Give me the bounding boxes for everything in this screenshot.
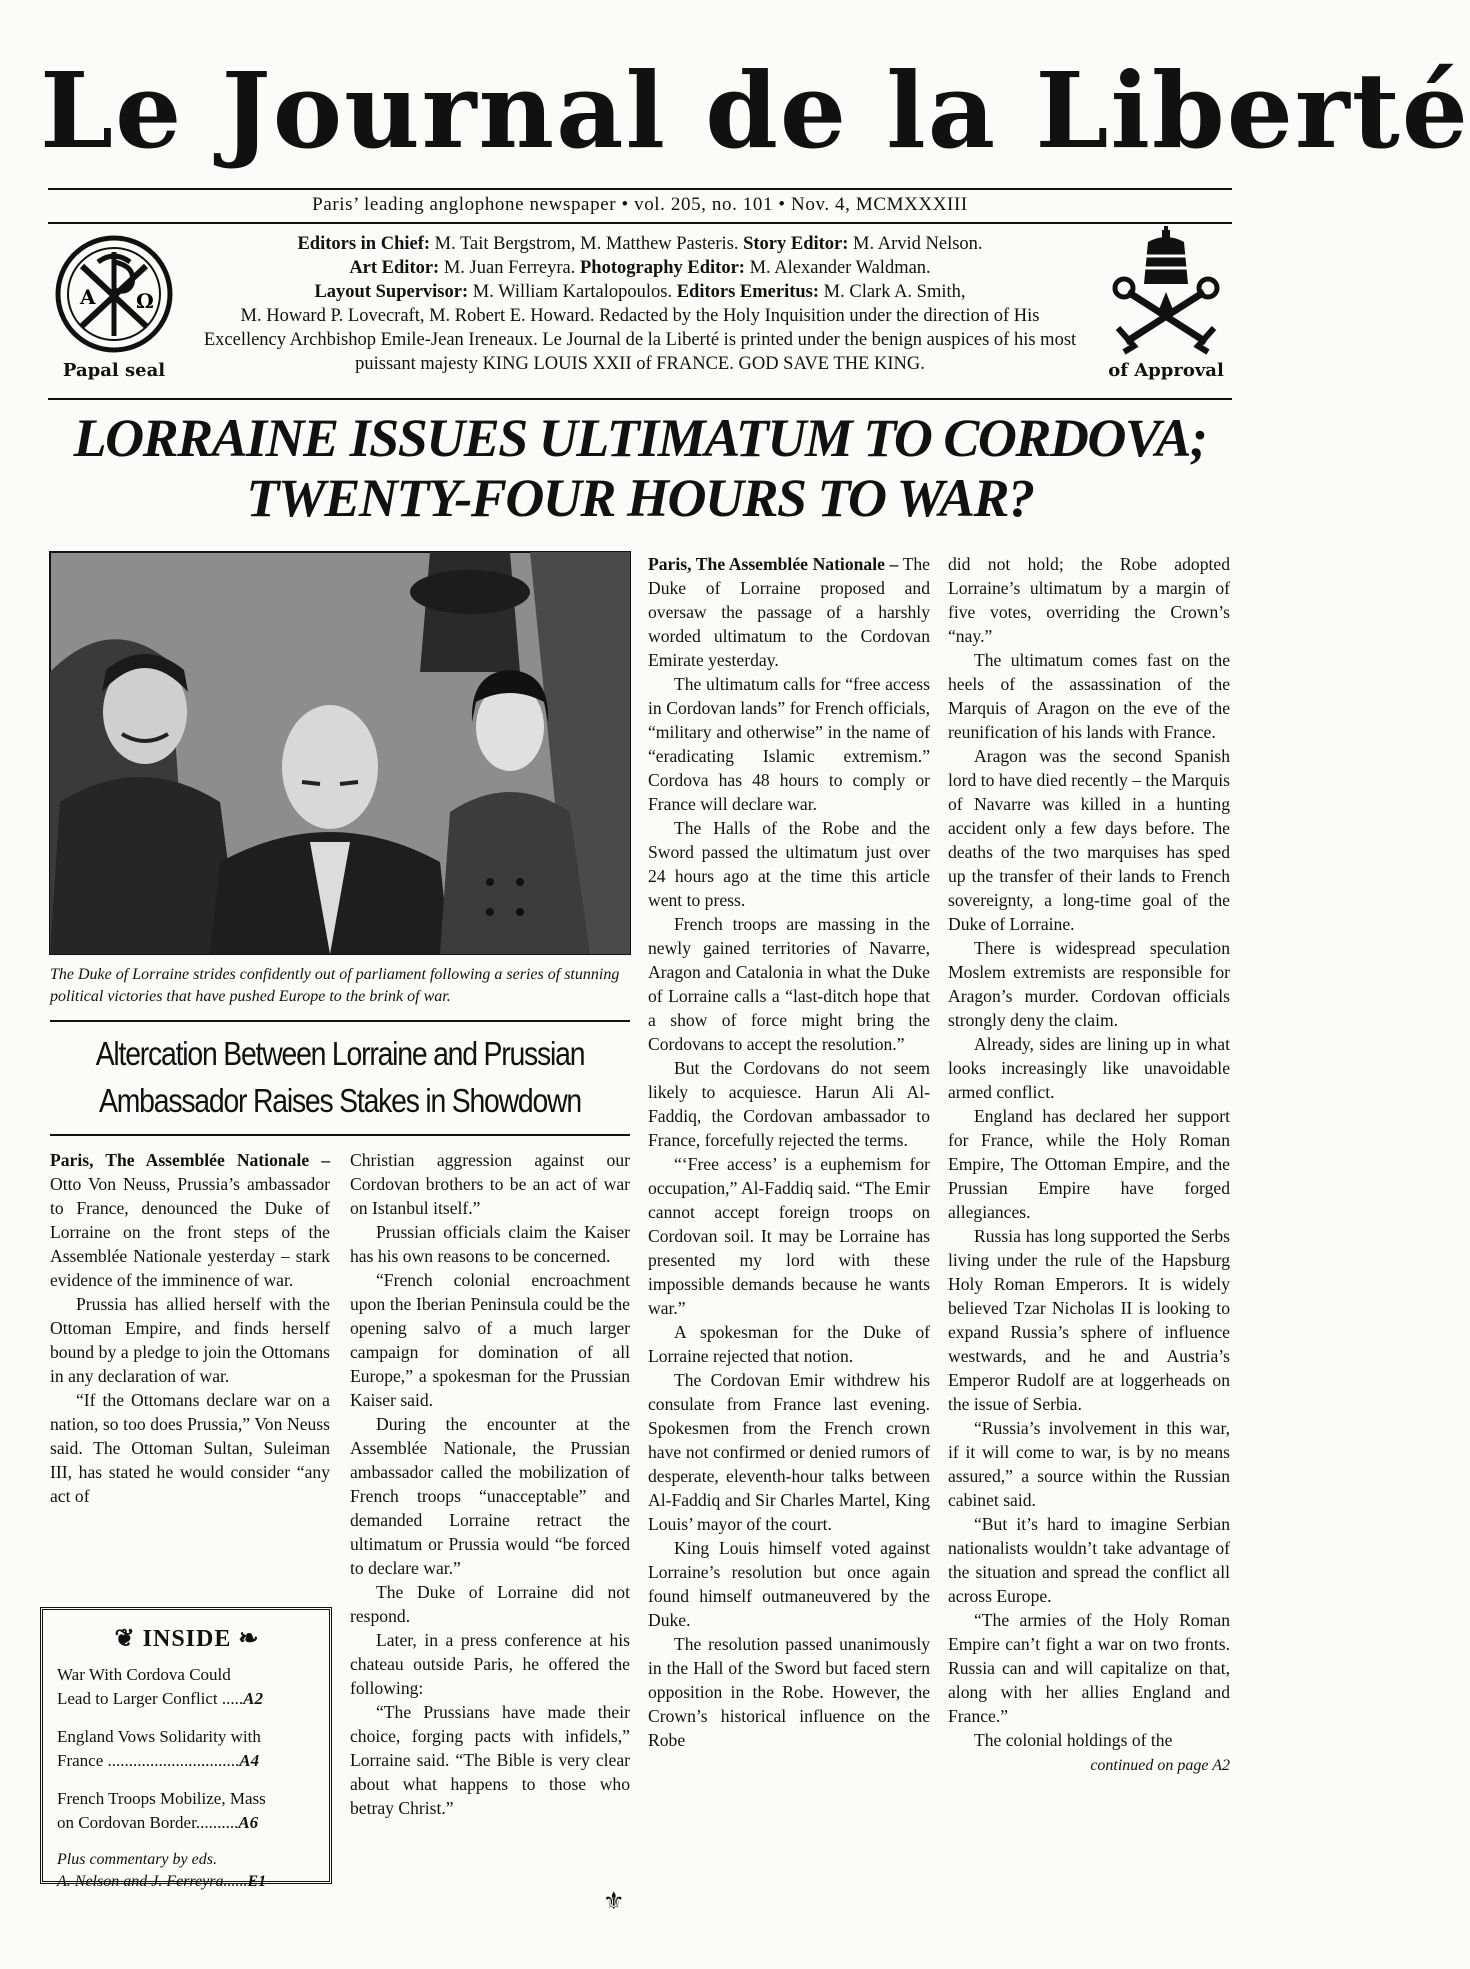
inside-item[interactable] — [57, 1787, 317, 1835]
secondary-headline — [91, 1030, 590, 1124]
editorial-credits — [200, 232, 1080, 376]
lead-photo — [50, 552, 630, 954]
credit-value: M. William Kartalopoulos. — [468, 282, 677, 302]
svg-text:A: A — [80, 285, 96, 309]
credits-rest: M. Howard P. Lovecraft, M. Robert E. Howard. Redacted by the Holy Inquisition under the direction of His Excellency Archbishop Emile-Jean Ireneaux. Le Journal de la Liberté is printed under the benign auspices of his most puissant majesty KING LOUIS XXII of FRANCE. GOD SAVE THE KING. — [203, 306, 1077, 374]
illustration-duke-of-lorraine — [50, 552, 630, 954]
story2-paragraph: “If the Ottomans declare war on a nation, so too does Prussia,” Von Neuss said. The Ottoman Sultan, Suleiman III, has stated he would consider “any act of — [50, 1390, 330, 1506]
inside-item-line: War With Cordova Could — [57, 1665, 231, 1684]
inside-extra-line: A. Nelson and J. Ferreyra...... — [57, 1873, 248, 1890]
main-headline — [40, 408, 1240, 528]
subhead-line-1: Altercation Between Lorraine and Prussian — [95, 1035, 585, 1072]
story1-paragraph: The ultimatum comes fast on the heels of the assassination of the Marquis of Aragon on the eve of the reunification of his lands with France. — [948, 650, 1230, 742]
paragraph-text: Otto Von Neuss, Prussia’s ambassador to France, denounced the Duke of Lorraine on the front steps of the Assemblée Nationale yesterday – stark evidence of the imminence of war. — [50, 1174, 330, 1290]
inside-extra-line: Plus commentary by eds. — [57, 1851, 217, 1868]
inside-item-line: France ............................... — [57, 1751, 240, 1770]
inside-item-line: England Vows Solidarity with — [57, 1727, 261, 1746]
credit-label: Art Editor: — [349, 258, 440, 278]
caption-rule — [50, 1020, 630, 1022]
story1-column-2 — [948, 552, 1230, 1778]
crossed-keys-tiara-icon — [1104, 232, 1228, 356]
story1-paragraph: “‘Free access’ is a euphemism for occupation,” Al-Faddiq said. “The Emir cannot accept foreign troops on Cordovan soil. It may be Lorraine has presented my lord with these impossible demands because he wants war.” — [648, 1154, 930, 1318]
story1-paragraph: The resolution passed unanimously in the Hall of the Sword but faced stern opposition in the Robe. However, the Crown’s historical influence on the Robe — [648, 1634, 930, 1750]
scroll-ornament-icon: ❧ — [231, 1626, 260, 1652]
story1-paragraph: A spokesman for the Duke of Lorraine rejected that notion. — [648, 1322, 930, 1366]
dateline: Paris, The Assemblée Nationale – — [648, 554, 899, 574]
story1-paragraph: “The armies of the Holy Roman Empire can’t fight a war on two fronts. Russia can and will capitalize on that, along with her allies England and France.” — [948, 1610, 1230, 1726]
story1-column-1 — [648, 552, 930, 1752]
headline-line-2: TWENTY-FOUR HOURS TO WAR? — [246, 468, 1034, 528]
continued-link[interactable]: continued on page A2 — [1090, 1757, 1230, 1774]
story1-paragraph: England has declared her support for France, while the Holy Roman Empire, The Ottoman Empire, and the Prussian Empire have forged allegiances. — [948, 1106, 1230, 1222]
headline-rule — [48, 398, 1232, 400]
credit-label: Story Editor: — [743, 234, 849, 254]
inside-item-line: on Cordovan Border.......... — [57, 1813, 239, 1832]
subhead-rule — [50, 1134, 630, 1136]
photo-caption: The Duke of Lorraine strides confidently out of parliament following a series of stunning political victories that have pushed Europe to the brink of war. — [50, 966, 620, 1005]
story2-column-2 — [350, 1148, 630, 1868]
story1-paragraph: But the Cordovans do not seem likely to acquiesce. Harun Ali Al-Faddiq, the Cordovan ambassador to France, forcefully rejected the terms. — [648, 1058, 930, 1150]
story2-paragraph: During the encounter at the Assemblée Nationale, the Prussian ambassador called the mobilization of French troops “unacceptable” and demanded Lorraine retract the ultimatum or Prussia would “be forced to declare war.” — [350, 1414, 630, 1578]
paragraph-text: The Duke of Lorraine proposed and oversaw the passage of a harshly worded ultimatum to the Cordovan Emirate yesterday. — [648, 554, 930, 670]
story1-paragraph: The ultimatum calls for “free access in Cordovan lands” for French officials, “military and otherwise” in the name of “eradicating Islamic extremism.” Cordova has 48 hours to comply or France will declare war. — [648, 674, 930, 814]
story2-paragraph — [50, 1148, 330, 1292]
inside-item[interactable] — [57, 1725, 317, 1773]
credit-label: Editors in Chief: — [297, 234, 431, 254]
svg-text:Ω: Ω — [136, 289, 154, 313]
story1-paragraph — [648, 552, 930, 672]
story2-paragraph: “The Prussians have made their choice, forging pacts with infidels,” Lorraine said. “The Bible is very clear about what happens to those who betray Christ.” — [350, 1702, 630, 1818]
masthead-rule-bottom — [48, 222, 1232, 224]
inside-item-page: A2 — [243, 1689, 263, 1708]
inside-item-line: French Troops Mobilize, Mass — [57, 1789, 266, 1808]
story1-paragraph: The colonial holdings of the — [974, 1730, 1173, 1750]
story1-paragraph: The Cordovan Emir withdrew his consulate from France last evening. Spokesmen from the French crown have not confirmed or denied rumors of desperate, eleventh-hour talks between Al-Faddiq and Sir Charles Martel, King Louis’ mayor of the court. — [648, 1370, 930, 1534]
inside-item-line: Lead to Larger Conflict ..... — [57, 1689, 244, 1708]
inside-title — [57, 1624, 317, 1653]
seal-label-left: Papal seal — [62, 360, 166, 381]
story2-paragraph: Prussian officials claim the Kaiser has his own reasons to be concerned. — [350, 1222, 630, 1266]
story2-paragraph: “French colonial encroachment upon the Iberian Peninsula could be the opening salvo of a much larger campaign for domination of all Europe,” a spokesman for the Prussian Kaiser said. — [350, 1270, 630, 1410]
scroll-ornament-icon: ❦ — [114, 1626, 143, 1652]
credits-line-3 — [200, 280, 1080, 304]
story2-column-1 — [50, 1148, 330, 1508]
inside-title-text: INSIDE — [142, 1626, 232, 1652]
story1-paragraph: Aragon was the second Spanish lord to have died recently – the Marquis of Navarre was killed in a hunting accident only a few days before. The deaths of the two marquises has sped up the transfer of their lands to French sovereignty, a long-time goal of the Duke of Lorraine. — [948, 746, 1230, 934]
story2-paragraph: Prussia has allied herself with the Ottoman Empire, and finds herself bound by a pledge to join the Ottomans in any declaration of war. — [50, 1294, 330, 1386]
credit-value: M. Alexander Waldman. — [744, 258, 931, 278]
masthead-title: Le Journal de la Liberté — [40, 49, 1470, 172]
papal-seal-icon — [52, 232, 176, 356]
credit-value: M. Juan Ferreyra. — [439, 258, 580, 278]
story1-paragraph: did not hold; the Robe adopted Lorraine’s ultimatum by a margin of five votes, overriding the Crown’s “nay.” — [948, 554, 1230, 646]
inside-item-page: A4 — [239, 1751, 260, 1770]
subhead-line-2: Ambassador Raises Stakes in Showdown — [99, 1082, 581, 1119]
edition-line: Paris’ leading anglophone newspaper • vol. 205, no. 101 • Nov. 4, MCMXXXIII — [312, 194, 968, 215]
story1-paragraph: French troops are massing in the newly gained territories of Navarre, Aragon and Catalonia in what the Duke of Lorraine calls a “last-ditch hope that a show of force might bring the Cordovans to accept the resolution.” — [648, 914, 930, 1054]
story1-paragraph: “But it’s hard to imagine Serbian nationalists wouldn’t take advantage of the situation and spread the conflict all across Europe. — [948, 1514, 1230, 1606]
inside-commentary[interactable] — [57, 1849, 317, 1893]
story1-paragraph: Russia has long supported the Serbs living under the rule of the Hapsburg Holy Roman Emperors. It is widely believed Tzar Nicholas II is looking to expand Russia’s sphere of influence westwards, and he and Austria’s Emperor Rudolf are at loggerheads on the issue of Serbia. — [948, 1226, 1230, 1414]
story1-paragraph: Already, sides are lining up in what looks increasingly like unavoidable armed conflict. — [948, 1034, 1230, 1102]
seal-label-right: of Approval — [1108, 360, 1224, 381]
story2-paragraph: Later, in a press conference at his chateau outside Paris, he offered the following: — [350, 1630, 630, 1698]
story2-paragraph: The Duke of Lorraine did not respond. — [350, 1582, 630, 1626]
inside-item-page: A6 — [238, 1813, 259, 1832]
story1-paragraph: King Louis himself voted against Lorraine’s resolution but once again found himself outmaneuvered by the Duke. — [648, 1538, 930, 1630]
credit-value: M. Arvid Nelson. — [848, 234, 983, 254]
inside-extra-page: E1 — [247, 1873, 267, 1890]
story1-paragraph: “Russia’s involvement in this war, if it will come to war, is by no means assured,” a source within the Russian cabinet said. — [948, 1418, 1230, 1510]
papal-seal — [44, 232, 184, 392]
approval-seal — [1096, 232, 1236, 392]
credit-value: M. Tait Bergstrom, M. Matthew Pasteris. — [430, 234, 744, 254]
story1-paragraph: There is widespread speculation Moslem extremists are responsible for Aragon’s murder. Cordovan officials strongly deny the claim. — [948, 938, 1230, 1030]
credit-label: Photography Editor: — [580, 258, 745, 278]
dateline: Paris, The Assemblée Nationale – — [50, 1150, 330, 1170]
credit-label: Editors Emeritus: — [676, 282, 820, 302]
credit-value: M. Clark A. Smith, — [819, 282, 966, 302]
credits-line-2 — [200, 256, 1080, 280]
credits-line-1 — [200, 232, 1080, 256]
story1-paragraph: The Halls of the Robe and the Sword passed the ultimatum just over 24 hours ago at the time this article went to press. — [648, 818, 930, 910]
headline-line-1: LORRAINE ISSUES ULTIMATUM TO CORDOVA; — [73, 408, 1207, 468]
fleur-de-lis-icon: ⚜ — [603, 1889, 625, 1915]
story2-paragraph: Christian aggression against our Cordovan brothers to be an act of war on Istanbul itself.” — [350, 1150, 630, 1218]
inside-item[interactable] — [57, 1663, 317, 1711]
credit-label: Layout Supervisor: — [314, 282, 469, 302]
masthead-rule-top — [48, 188, 1232, 190]
inside-box — [40, 1607, 332, 1890]
